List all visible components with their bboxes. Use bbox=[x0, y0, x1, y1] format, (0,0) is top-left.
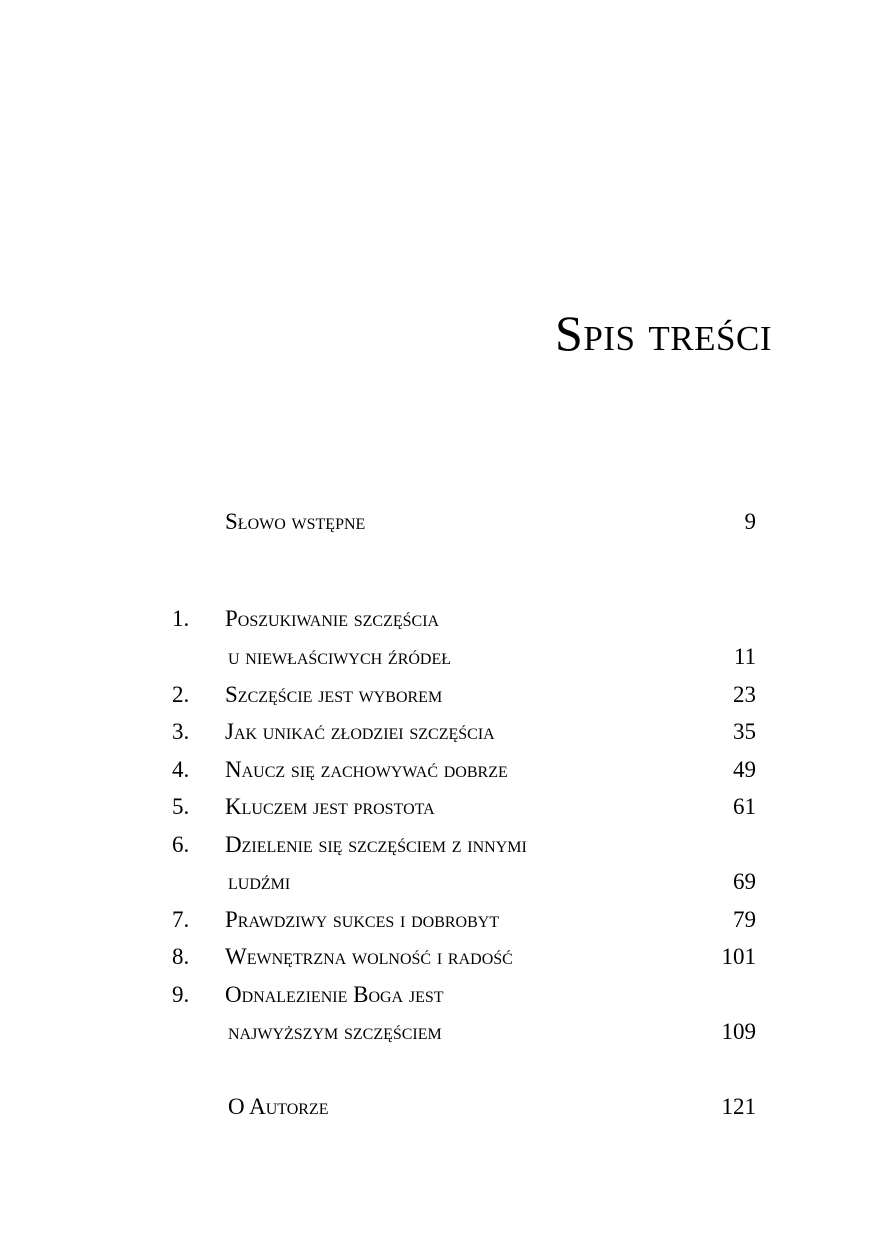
toc-entry-chapter-5 bbox=[0, 792, 875, 822]
toc-entry-number: 2. bbox=[172, 682, 190, 707]
toc-entry-chapter-1-continued bbox=[0, 642, 875, 672]
toc-entry-chapter-4 bbox=[0, 755, 875, 785]
page-title: Spis treści bbox=[555, 305, 772, 361]
toc-entry-page: 121 bbox=[721, 1094, 756, 1119]
toc-entry-chapter-6 bbox=[0, 830, 875, 860]
toc-entry-number: 8. bbox=[172, 944, 190, 969]
toc-entry-label: Wewnętrzna wolność i radość bbox=[225, 944, 513, 969]
toc-entry-page: 61 bbox=[733, 794, 756, 819]
toc-entry-label: Szczęście jest wyborem bbox=[225, 682, 443, 707]
toc-entry-chapter-6-continued bbox=[0, 867, 875, 897]
toc-entry-page: 109 bbox=[721, 1019, 756, 1044]
toc-entry-chapter-1 bbox=[0, 604, 875, 634]
toc-entry-page: 9 bbox=[744, 509, 756, 534]
toc-entry-label: Dzielenie się szczęściem z innymi bbox=[225, 832, 527, 857]
toc-entry-label: Kluczem jest prostota bbox=[225, 794, 435, 819]
toc-entry-chapter-8 bbox=[0, 942, 875, 972]
toc-entry-number: 7. bbox=[172, 907, 190, 932]
toc-entry-page: 11 bbox=[733, 644, 756, 669]
toc-entry-label-continued: najwyższym szczęściem bbox=[228, 1019, 442, 1044]
toc-entry-chapter-9 bbox=[0, 980, 875, 1010]
toc-entry-page: 101 bbox=[721, 944, 756, 969]
toc-entry-label: Słowo wstępne bbox=[225, 509, 366, 534]
toc-entry-page: 49 bbox=[733, 757, 756, 782]
toc-entry-number: 5. bbox=[172, 794, 190, 819]
toc-entry-label-continued: u niewłaściwych źródeł bbox=[228, 644, 452, 669]
toc-entry-label: Odnalezienie Boga jest bbox=[225, 982, 444, 1007]
toc-entry-page: 35 bbox=[733, 719, 756, 744]
toc-entry-page: 79 bbox=[733, 907, 756, 932]
toc-entry-number: 6. bbox=[172, 832, 190, 857]
toc-entry-label: Naucz się zachowywać dobrze bbox=[225, 757, 508, 782]
toc-entry-chapter-2 bbox=[0, 680, 875, 710]
toc-entry-foreword bbox=[0, 507, 875, 537]
toc-entry-chapter-3 bbox=[0, 717, 875, 747]
toc-entry-label: Poszukiwanie szczęścia bbox=[225, 606, 440, 631]
toc-entry-label-continued: ludźmi bbox=[228, 869, 291, 894]
toc-entry-label: Jak unikać złodziei szczęścia bbox=[225, 719, 495, 744]
toc-entry-number: 1. bbox=[172, 606, 190, 631]
toc-entry-label: O Autorze bbox=[228, 1094, 329, 1119]
toc-entry-number: 9. bbox=[172, 982, 190, 1007]
toc-entry-page: 69 bbox=[733, 869, 756, 894]
toc-entry-number: 4. bbox=[172, 757, 190, 782]
toc-entry-about-author bbox=[0, 1092, 875, 1122]
toc-entry-page: 23 bbox=[733, 682, 756, 707]
toc-entry-label: Prawdziwy sukces i dobrobyt bbox=[225, 907, 500, 932]
toc-entry-number: 3. bbox=[172, 719, 190, 744]
toc-entry-chapter-9-continued bbox=[0, 1017, 875, 1047]
toc-entry-chapter-7 bbox=[0, 905, 875, 935]
